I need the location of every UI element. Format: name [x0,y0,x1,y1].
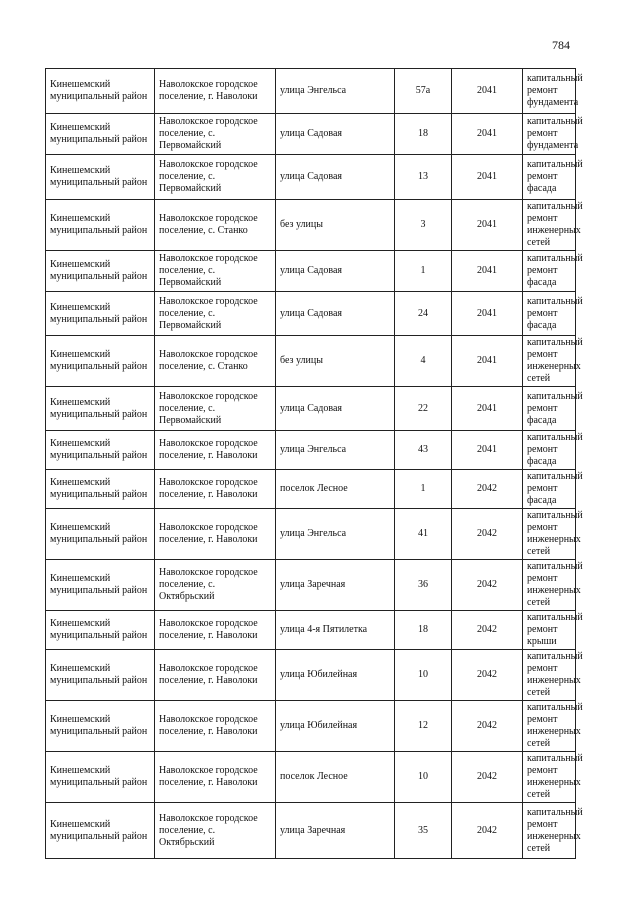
settlement-cell: Наволокское городское поселение, с. Первомайский [155,114,276,155]
year-cell: 2041 [452,336,523,387]
work-type-cell: капитальный ремонт инженерных сетей [523,701,576,752]
settlement-cell: Наволокское городское поселение, г. Наволоки [155,752,276,803]
house-number-cell: 12 [395,701,452,752]
settlement-cell: Наволокское городское поселение, с. Первомайский [155,292,276,336]
table-row [46,752,576,803]
street-cell: улица Садовая [276,292,395,336]
year-cell: 2041 [452,292,523,336]
house-number-cell: 10 [395,650,452,701]
table-row [46,251,576,292]
street-cell: улица Энгельса [276,509,395,560]
street-cell: улица Садовая [276,387,395,431]
settlement-cell: Наволокское городское поселение, с. Станко [155,200,276,251]
year-cell: 2042 [452,509,523,560]
work-type-cell: капитальный ремонт фундамента [523,114,576,155]
settlement-cell: Наволокское городское поселение, с. Первомайский [155,387,276,431]
year-cell: 2041 [452,155,523,200]
street-cell: улица 4-я Пятилетка [276,611,395,650]
table-row [46,431,576,470]
table-row [46,114,576,155]
year-cell: 2042 [452,560,523,611]
district-cell: Кинешемский муниципальный район [46,470,155,509]
district-cell: Кинешемский муниципальный район [46,292,155,336]
district-cell: Кинешемский муниципальный район [46,650,155,701]
street-cell: без улицы [276,336,395,387]
street-cell: поселок Лесное [276,470,395,509]
repair-schedule-table [45,68,583,859]
settlement-cell: Наволокское городское поселение, г. Наволоки [155,470,276,509]
house-number-cell: 24 [395,292,452,336]
street-cell: улица Садовая [276,114,395,155]
settlement-cell: Наволокское городское поселение, с. Станко [155,336,276,387]
table-row [46,387,576,431]
table-body [46,69,583,859]
work-type-cell: капитальный ремонт фасада [523,292,576,336]
work-type-cell: капитальный ремонт фасада [523,387,576,431]
year-cell: 2042 [452,611,523,650]
year-cell: 2041 [452,431,523,470]
street-cell: улица Энгельса [276,431,395,470]
table-row [46,560,576,611]
house-number-cell: 3 [395,200,452,251]
street-cell: поселок Лесное [276,752,395,803]
district-cell: Кинешемский муниципальный район [46,701,155,752]
table-row [46,803,576,859]
year-cell: 2041 [452,69,523,114]
work-type-cell: капитальный ремонт инженерных сетей [523,803,576,859]
settlement-cell: Наволокское городское поселение, г. Наволоки [155,509,276,560]
settlement-cell: Наволокское городское поселение, с. Октябрьский [155,803,276,859]
work-type-cell: капитальный ремонт инженерных сетей [523,752,576,803]
district-cell: Кинешемский муниципальный район [46,803,155,859]
work-type-cell: капитальный ремонт крыши [523,611,576,650]
house-number-cell: 22 [395,387,452,431]
settlement-cell: Наволокское городское поселение, с. Первомайский [155,251,276,292]
district-cell: Кинешемский муниципальный район [46,560,155,611]
settlement-cell: Наволокское городское поселение, с. Первомайский [155,155,276,200]
house-number-cell: 13 [395,155,452,200]
house-number-cell: 18 [395,611,452,650]
table-row [46,200,576,251]
house-number-cell: 18 [395,114,452,155]
table-row [46,336,576,387]
table-row [46,292,576,336]
settlement-cell: Наволокское городское поселение, г. Наволоки [155,650,276,701]
page-number: 784 [552,38,570,52]
district-cell: Кинешемский муниципальный район [46,200,155,251]
work-type-cell: капитальный ремонт фасада [523,431,576,470]
district-cell: Кинешемский муниципальный район [46,336,155,387]
work-type-cell: капитальный ремонт фасада [523,251,576,292]
year-cell: 2041 [452,114,523,155]
house-number-cell: 10 [395,752,452,803]
house-number-cell: 4 [395,336,452,387]
street-cell: улица Юбилейная [276,650,395,701]
house-number-cell: 43 [395,431,452,470]
street-cell: улица Юбилейная [276,701,395,752]
house-number-cell: 36 [395,560,452,611]
year-cell: 2042 [452,752,523,803]
year-cell: 2042 [452,701,523,752]
table-row [46,509,576,560]
street-cell: улица Заречная [276,560,395,611]
settlement-cell: Наволокское городское поселение, г. Наволоки [155,69,276,114]
table-row [46,650,576,701]
street-cell: улица Садовая [276,251,395,292]
house-number-cell: 41 [395,509,452,560]
district-cell: Кинешемский муниципальный район [46,114,155,155]
district-cell: Кинешемский муниципальный район [46,509,155,560]
work-type-cell: капитальный ремонт инженерных сетей [523,336,576,387]
house-number-cell: 1 [395,470,452,509]
settlement-cell: Наволокское городское поселение, г. Наволоки [155,431,276,470]
district-cell: Кинешемский муниципальный район [46,387,155,431]
district-cell: Кинешемский муниципальный район [46,251,155,292]
year-cell: 2042 [452,803,523,859]
district-cell: Кинешемский муниципальный район [46,752,155,803]
work-type-cell: капитальный ремонт фасада [523,155,576,200]
table-row [46,155,576,200]
district-cell: Кинешемский муниципальный район [46,611,155,650]
work-type-cell: капитальный ремонт инженерных сетей [523,509,576,560]
year-cell: 2041 [452,200,523,251]
house-number-cell: 57а [395,69,452,114]
year-cell: 2042 [452,650,523,701]
table-row [46,701,576,752]
year-cell: 2042 [452,470,523,509]
settlement-cell: Наволокское городское поселение, с. Октябрьский [155,560,276,611]
table-row [46,611,576,650]
district-cell: Кинешемский муниципальный район [46,69,155,114]
house-number-cell: 1 [395,251,452,292]
street-cell: без улицы [276,200,395,251]
district-cell: Кинешемский муниципальный район [46,431,155,470]
work-type-cell: капитальный ремонт фундамента [523,69,576,114]
work-type-cell: капитальный ремонт фасада [523,470,576,509]
work-type-cell: капитальный ремонт инженерных сетей [523,560,576,611]
house-number-cell: 35 [395,803,452,859]
table-row [46,470,576,509]
work-type-cell: капитальный ремонт инженерных сетей [523,650,576,701]
settlement-cell: Наволокское городское поселение, г. Наволоки [155,701,276,752]
work-type-cell: капитальный ремонт инженерных сетей [523,200,576,251]
street-cell: улица Энгельса [276,69,395,114]
district-cell: Кинешемский муниципальный район [46,155,155,200]
street-cell: улица Садовая [276,155,395,200]
street-cell: улица Заречная [276,803,395,859]
table-row [46,69,576,114]
year-cell: 2041 [452,251,523,292]
settlement-cell: Наволокское городское поселение, г. Наволоки [155,611,276,650]
year-cell: 2041 [452,387,523,431]
